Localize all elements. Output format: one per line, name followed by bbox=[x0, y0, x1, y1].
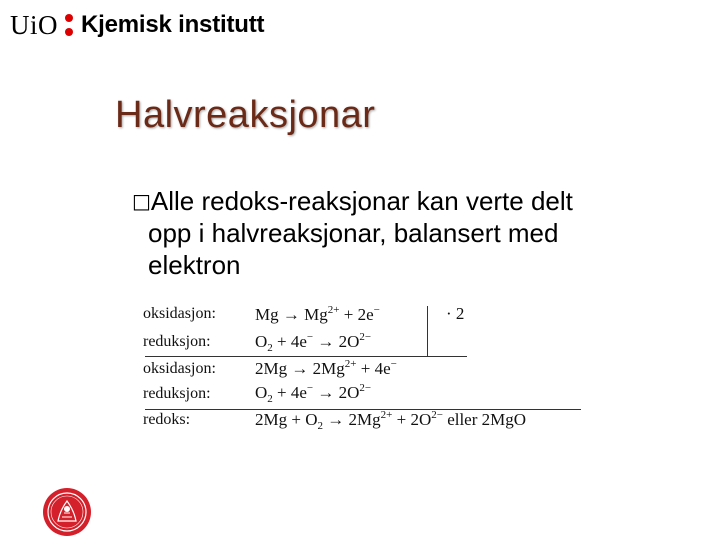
equation-expression: $Mg \to Mg^{2+} + 2e^-$ bbox=[255, 303, 380, 324]
equation-expression: $O_2 + 4e^- \to 2O^{2-}$ bbox=[255, 330, 372, 354]
bullet-point bbox=[132, 185, 692, 281]
equation-row-4 bbox=[143, 381, 583, 406]
logo-colon-icon bbox=[65, 14, 73, 36]
row-label: oksidasjon: bbox=[143, 359, 216, 377]
equation-row-3 bbox=[143, 356, 583, 381]
arrow-icon: → bbox=[291, 359, 309, 378]
arrow-icon: → bbox=[282, 304, 300, 324]
uio-logo: UiO bbox=[10, 9, 58, 40]
institute-name: Kjemisk institutt bbox=[81, 11, 265, 38]
bullet-line-2: opp i halvreaksjonar, balansert med bbox=[148, 218, 559, 248]
arrow-icon: → bbox=[317, 383, 335, 402]
bullet-line-3: elektron bbox=[148, 250, 241, 280]
equation-row-2 bbox=[143, 328, 583, 356]
row-label: oksidasjon: bbox=[143, 305, 216, 322]
multiplier: · 2 bbox=[446, 304, 465, 323]
equation-row-1 bbox=[143, 300, 583, 328]
bullet-line-1: □Alle redoks-reaksjonar kan verte delt bbox=[132, 186, 573, 216]
arrow-icon: → bbox=[317, 331, 335, 351]
row-label: redoks: bbox=[143, 411, 191, 428]
equation-expression: $2Mg + O_2 \to 2Mg^{2+} + 2O^{2-}$ eller 2MgO bbox=[255, 408, 527, 432]
header bbox=[10, 8, 264, 42]
equation-row-5 bbox=[143, 406, 583, 434]
slide-title: Halvreaksjonar bbox=[115, 94, 376, 136]
equation-expression: $2Mg \to 2Mg^{2+} + 4e^-$ bbox=[255, 358, 397, 378]
equation-expression: $O_2 + 4e^- \to 2O^{2-}$ bbox=[255, 382, 372, 405]
uio-seal-icon bbox=[42, 487, 92, 537]
bullet-box-icon: □ bbox=[132, 189, 151, 213]
half-reaction-table bbox=[143, 300, 583, 434]
arrow-icon: → bbox=[327, 409, 345, 429]
row-label: reduksjon: bbox=[143, 333, 211, 350]
row-label: reduksjon: bbox=[143, 384, 211, 402]
